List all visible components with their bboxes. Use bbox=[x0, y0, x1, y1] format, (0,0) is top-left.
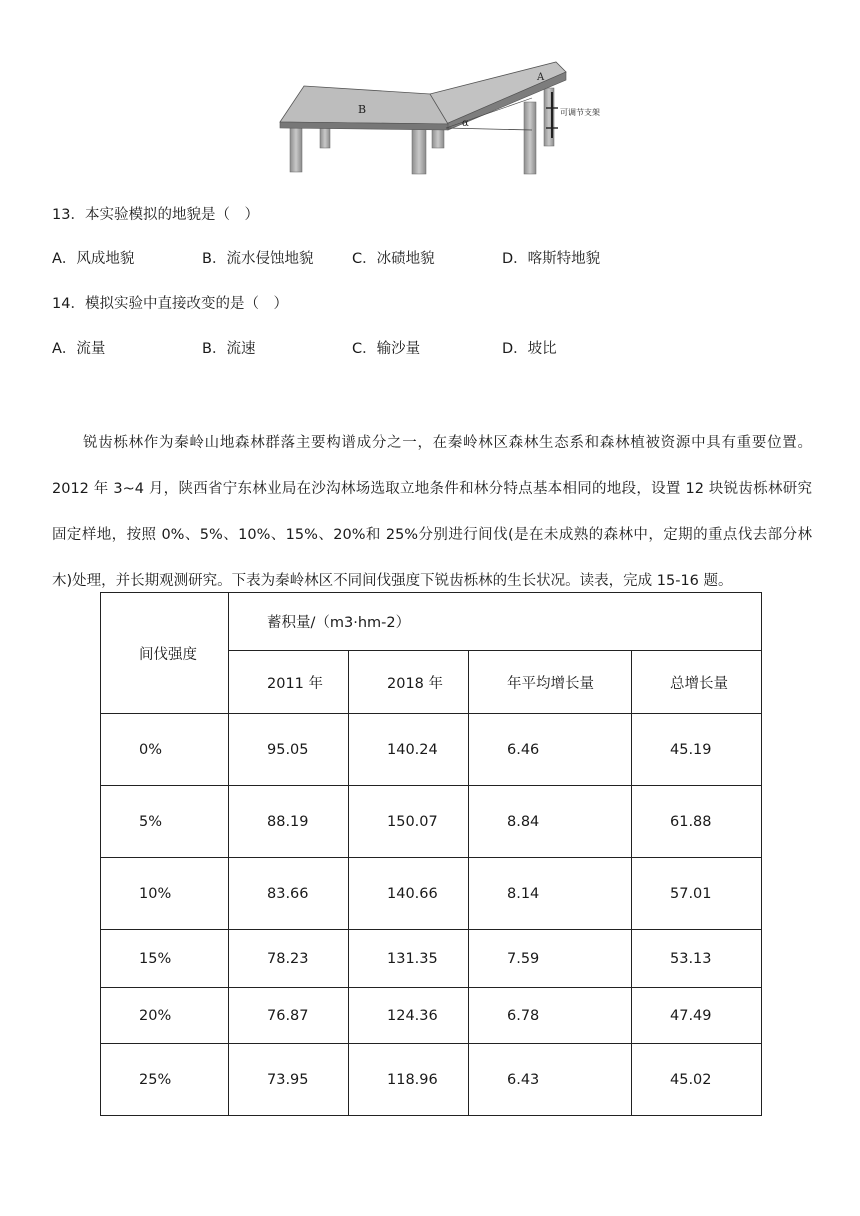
option-c[interactable]: C．冰碛地貌 bbox=[352, 251, 435, 267]
cell: 20% bbox=[101, 988, 229, 1044]
cell: 15% bbox=[101, 930, 229, 988]
option-d[interactable]: D．坡比 bbox=[502, 341, 557, 357]
cell: 53.13 bbox=[632, 930, 762, 988]
cell: 140.24 bbox=[349, 714, 469, 786]
table-row bbox=[101, 988, 762, 1044]
cell: 5% bbox=[101, 786, 229, 858]
row-header-thinning-intensity: 间伐强度 bbox=[101, 593, 229, 714]
col-header-2011: 2011 年 bbox=[229, 651, 349, 714]
cell: 118.96 bbox=[349, 1044, 469, 1116]
cell: 10% bbox=[101, 858, 229, 930]
cell: 150.07 bbox=[349, 786, 469, 858]
reading-passage: 锐齿栎林作为秦岭山地森林群落主要构谱成分之一，在秦岭林区森林生态系和森林植被资源中具有重要位置。2012 年 3~4 月，陕西省宁东林业局在沙沟林场选取立地条件和林分特点基本相同的地段，设置 12 块锐齿栎林研究固定样地，按照 0%、5%、10%、15%、20%和 25%分别进行间伐(是在未成熟的森林中，定期的重点伐去部分林木)处理，并长期观测研究。下表为秦岭林区不同间伐强度下锐齿栎林的生长状况。读表，完成 15-16 题。 bbox=[52, 435, 812, 589]
cell: 73.95 bbox=[229, 1044, 349, 1116]
table-row bbox=[101, 858, 762, 930]
col-header-total-growth: 总增长量 bbox=[632, 651, 762, 714]
option-a[interactable]: A．流量 bbox=[52, 341, 106, 357]
cell: 6.43 bbox=[469, 1044, 632, 1116]
option-a[interactable]: A．风成地貌 bbox=[52, 251, 135, 267]
cell: 7.59 bbox=[469, 930, 632, 988]
cell: 45.19 bbox=[632, 714, 762, 786]
label-adjustable-support: 可调节支架 bbox=[560, 108, 600, 117]
cell: 8.84 bbox=[469, 786, 632, 858]
table-row bbox=[101, 1044, 762, 1116]
cell: 45.02 bbox=[632, 1044, 762, 1116]
cell: 83.66 bbox=[229, 858, 349, 930]
cell: 88.19 bbox=[229, 786, 349, 858]
cell: 8.14 bbox=[469, 858, 632, 930]
cell: 61.88 bbox=[632, 786, 762, 858]
cell: 57.01 bbox=[632, 858, 762, 930]
option-c[interactable]: C．输沙量 bbox=[352, 341, 421, 357]
cell: 6.46 bbox=[469, 714, 632, 786]
group-header-stock-volume: 蓄积量/（m3·hm-2） bbox=[229, 593, 762, 651]
cell: 76.87 bbox=[229, 988, 349, 1044]
cell: 78.23 bbox=[229, 930, 349, 988]
thinning-growth-table bbox=[100, 592, 762, 1116]
question-13-options bbox=[52, 247, 812, 267]
option-d[interactable]: D．喀斯特地貌 bbox=[502, 251, 601, 267]
cell: 140.66 bbox=[349, 858, 469, 930]
cell: 25% bbox=[101, 1044, 229, 1116]
label-b: B bbox=[358, 103, 367, 116]
cell: 124.36 bbox=[349, 988, 469, 1044]
cell: 131.35 bbox=[349, 930, 469, 988]
col-header-2018: 2018 年 bbox=[349, 651, 469, 714]
question-14-options bbox=[52, 337, 812, 357]
cell: 95.05 bbox=[229, 714, 349, 786]
cell: 6.78 bbox=[469, 988, 632, 1044]
question-13-stem: 13．本实验模拟的地貌是（ ） bbox=[52, 207, 259, 223]
col-header-annual-growth: 年平均增长量 bbox=[469, 651, 632, 714]
table-row bbox=[101, 714, 762, 786]
cell: 0% bbox=[101, 714, 229, 786]
question-14-stem: 14．模拟实验中直接改变的是（ ） bbox=[52, 296, 288, 312]
label-a: A bbox=[537, 72, 545, 83]
cell: 47.49 bbox=[632, 988, 762, 1044]
experiment-apparatus-figure bbox=[270, 58, 620, 178]
table-row bbox=[101, 930, 762, 988]
option-b[interactable]: B．流水侵蚀地貌 bbox=[202, 251, 314, 267]
table-row bbox=[101, 786, 762, 858]
option-b[interactable]: B．流速 bbox=[202, 341, 256, 357]
label-alpha: α bbox=[462, 118, 469, 129]
